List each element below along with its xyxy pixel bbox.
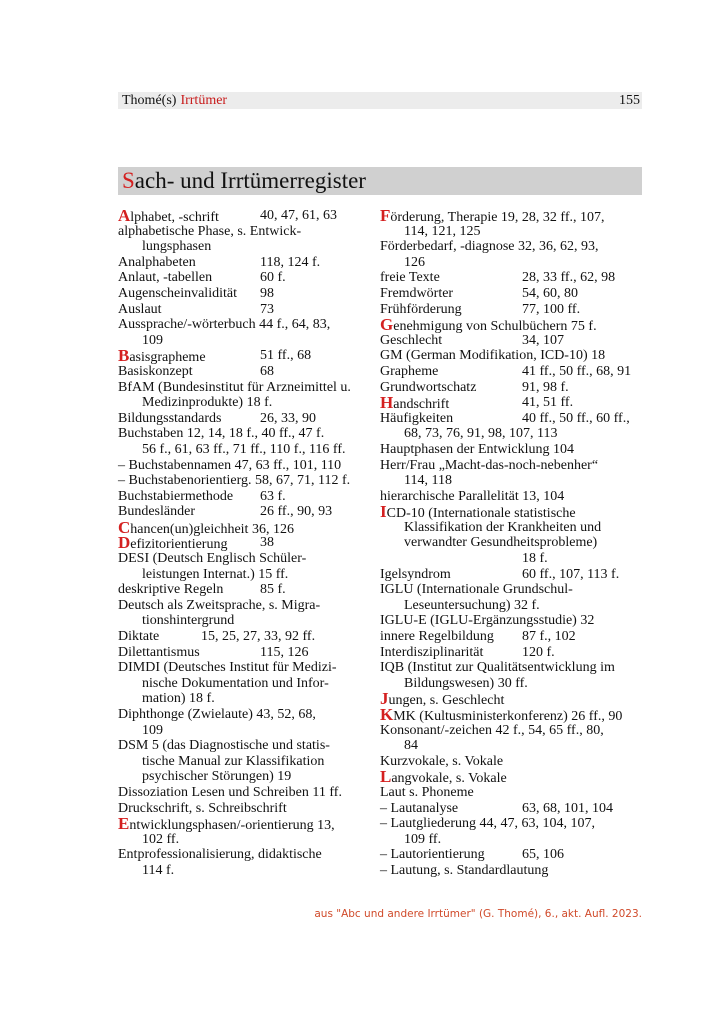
index-entry-line bbox=[118, 348, 374, 364]
index-entry-line bbox=[380, 239, 644, 255]
letter-initial: I bbox=[380, 502, 387, 522]
index-term: Igelsyndrom bbox=[380, 566, 451, 582]
index-title-bar bbox=[118, 167, 642, 195]
page-references: 91, 98 f. bbox=[522, 379, 569, 395]
index-term: Diktate bbox=[118, 629, 160, 645]
index-entry-line bbox=[118, 676, 374, 692]
index-entry-line bbox=[380, 567, 644, 583]
page-references: 41, 51 ff. bbox=[522, 395, 574, 411]
index-term: Entprofessionalisierung, didaktische bbox=[118, 847, 322, 863]
index-column-right bbox=[380, 208, 644, 879]
index-term: lphabet, -schrift bbox=[130, 210, 219, 225]
index-term: IGLU-E (IGLU-Ergänzungsstudie) 32 bbox=[380, 613, 595, 629]
index-entry-line bbox=[118, 517, 374, 537]
index-entry-line bbox=[380, 224, 644, 240]
page-references: 118, 124 f. bbox=[260, 254, 321, 270]
index-entry-line bbox=[380, 676, 644, 692]
letter-initial: C bbox=[118, 517, 131, 537]
index-term: Grapheme bbox=[380, 363, 439, 379]
page-references: 87 f., 102 bbox=[522, 629, 576, 645]
index-entry-line bbox=[380, 629, 644, 645]
index-entry-line bbox=[380, 723, 644, 739]
index-entry-line bbox=[380, 847, 644, 863]
index-term: lungsphasen bbox=[142, 239, 212, 255]
index-term: enehmigung von Schulbüchern 75 f. bbox=[393, 319, 597, 335]
index-term: andschrift bbox=[393, 397, 450, 413]
index-term: – Buchstabenorientierg. 58, 67, 71, 112 f. bbox=[118, 473, 351, 489]
index-term: ungen, s. Geschlecht bbox=[388, 693, 505, 709]
index-term: Interdisziplinarität bbox=[380, 644, 484, 660]
index-entry-line bbox=[118, 411, 374, 427]
index-entry-line bbox=[118, 239, 374, 255]
index-term: 84 bbox=[404, 738, 418, 754]
index-term: 109 bbox=[142, 722, 163, 738]
header-book-title: Irrtümer bbox=[180, 93, 228, 108]
index-entry-line bbox=[118, 473, 374, 489]
index-term: Geschlecht bbox=[380, 332, 443, 348]
index-entry-line bbox=[118, 629, 374, 645]
index-term: – Buchstabennamen 47, 63 ff., 101, 110 bbox=[118, 457, 342, 473]
index-term: Basiskonzept bbox=[118, 363, 193, 379]
index-entry-line bbox=[118, 785, 374, 801]
index-term: 56 f., 61, 63 ff., 71 ff., 110 f., 116 ff. bbox=[142, 441, 346, 457]
index-entry-line bbox=[118, 364, 374, 380]
letter-initial: B bbox=[118, 346, 130, 366]
index-entry-line bbox=[380, 863, 644, 879]
index-entry-line bbox=[118, 504, 374, 520]
index-term: Augenscheinvalidität bbox=[118, 285, 237, 301]
index-term: Anlaut, -tabellen bbox=[118, 270, 213, 286]
index-entry-line bbox=[118, 551, 374, 567]
index-term: asisgrapheme bbox=[129, 350, 206, 366]
index-term: DESI (Deutsch Englisch Schüler- bbox=[118, 551, 307, 567]
index-entry-line bbox=[118, 769, 374, 785]
index-entry-line bbox=[118, 707, 374, 723]
index-entry-line bbox=[380, 473, 644, 489]
index-term: Laut s. Phoneme bbox=[380, 784, 474, 800]
index-column-left bbox=[118, 208, 374, 879]
index-entry-line bbox=[380, 426, 644, 442]
page-references: 63 f. bbox=[260, 488, 286, 504]
index-entry-line bbox=[118, 489, 374, 505]
index-entry-line bbox=[118, 395, 374, 411]
index-entry-line bbox=[380, 411, 644, 427]
index-entry-line bbox=[380, 598, 644, 614]
index-term: angvokale, s. Vokale bbox=[391, 771, 507, 787]
letter-initial: F bbox=[380, 206, 391, 225]
page-references: 34, 107 bbox=[522, 332, 564, 348]
letter-initial: G bbox=[380, 315, 394, 335]
letter-initial: H bbox=[380, 393, 394, 413]
index-term: DSM 5 (das Diagnostische und statis- bbox=[118, 738, 330, 754]
letter-initial: J bbox=[380, 689, 389, 709]
index-entry-line bbox=[380, 348, 644, 364]
page-references: 60 f. bbox=[260, 270, 286, 286]
index-term: Leseuntersuchung) 32 f. bbox=[404, 597, 540, 613]
page-references: 65, 106 bbox=[522, 847, 564, 863]
index-term: nische Dokumentation und Infor- bbox=[142, 675, 329, 691]
index-title bbox=[122, 167, 366, 195]
index-term: Herr/Frau „Macht-das-noch-nebenher“ bbox=[380, 457, 599, 473]
index-term: Bildungswesen) 30 ff. bbox=[404, 675, 528, 691]
page-references: 60 ff., 107, 113 f. bbox=[522, 566, 620, 582]
index-term: Auslaut bbox=[118, 301, 162, 317]
page-number: 155 bbox=[619, 93, 640, 108]
index-title-initial: S bbox=[122, 168, 135, 193]
index-term: 114, 121, 125 bbox=[404, 223, 481, 239]
page-references: 26, 33, 90 bbox=[260, 410, 316, 426]
index-entry-line bbox=[118, 535, 374, 551]
index-entry-line bbox=[118, 458, 374, 474]
index-term: – Lautung, s. Standardlautung bbox=[380, 862, 549, 878]
index-term: IGLU (Internationale Grundschul- bbox=[380, 582, 573, 598]
source-footer: aus "Abc und andere Irrtümer" (G. Thomé), 6., akt. Aufl. 2023. bbox=[314, 908, 642, 920]
index-title-rest: ach- und Irrtümerregister bbox=[134, 168, 366, 193]
index-term: Aussprache/-wörterbuch 44 f., 64, 83, bbox=[118, 317, 331, 333]
running-header bbox=[118, 92, 642, 109]
page-references: 41 ff., 50 ff., 68, 91 bbox=[522, 363, 632, 379]
index-term: Dissoziation Lesen und Schreiben 11 ff. bbox=[118, 784, 342, 800]
letter-initial: E bbox=[118, 814, 130, 834]
index-entry-line bbox=[380, 302, 644, 318]
index-entry-line bbox=[118, 270, 374, 286]
index-entry-line bbox=[118, 613, 374, 629]
page-references: 54, 60, 80 bbox=[522, 285, 578, 301]
index-term: Konsonant/-zeichen 42 f., 54, 65 ff., 80, bbox=[380, 722, 604, 738]
index-entry-line bbox=[118, 598, 374, 614]
page-references: 40, 47, 61, 63 bbox=[260, 208, 337, 223]
index-entry-line bbox=[118, 847, 374, 863]
index-term: – Lautgliederung 44, 47, 63, 104, 107, bbox=[380, 816, 596, 832]
index-term: 114 f. bbox=[142, 862, 175, 878]
index-entry-line bbox=[118, 333, 374, 349]
letter-initial: A bbox=[118, 206, 131, 225]
index-term: mation) 18 f. bbox=[142, 691, 215, 707]
index-entry-line bbox=[380, 613, 644, 629]
index-entry-line bbox=[380, 582, 644, 598]
index-entry-line bbox=[380, 208, 644, 224]
index-term: Häufigkeiten bbox=[380, 410, 454, 426]
index-term: Klassifikation der Krankheiten und bbox=[404, 519, 602, 535]
index-entry-line bbox=[118, 660, 374, 676]
index-entry-line bbox=[118, 645, 374, 661]
index-entry-line bbox=[380, 707, 644, 723]
index-term: Bundesländer bbox=[118, 504, 195, 520]
index-term: örderung, Therapie 19, 28, 32 ff., 107, bbox=[390, 210, 605, 225]
index-term: Medizinprodukte) 18 f. bbox=[142, 395, 273, 411]
index-entry-line bbox=[118, 224, 374, 240]
index-term: Dilettantismus bbox=[118, 644, 200, 660]
index-entry-line bbox=[380, 458, 644, 474]
index-term: GM (German Modifikation, ICD-10) 18 bbox=[380, 348, 606, 364]
page-references: 40 ff., 50 ff., 60 ff., bbox=[522, 410, 630, 426]
index-entry-line bbox=[118, 801, 374, 817]
index-entry-line bbox=[118, 723, 374, 739]
index-entry-line bbox=[380, 754, 644, 770]
index-entry-line bbox=[380, 255, 644, 271]
index-term: Buchstaben 12, 14, 18 f., 40 ff., 47 f. bbox=[118, 426, 325, 442]
index-term: Fremdwörter bbox=[380, 285, 454, 301]
index-entry-line bbox=[380, 738, 644, 754]
index-term: CD-10 (Internationale statistische bbox=[386, 506, 576, 522]
index-entry-line bbox=[380, 442, 644, 458]
index-term: – Lautanalyse bbox=[380, 800, 459, 816]
index-entry-line bbox=[118, 816, 374, 832]
index-entry-line bbox=[380, 645, 644, 661]
index-entry-line bbox=[380, 535, 644, 551]
index-term: DIMDI (Deutsches Institut für Medizi- bbox=[118, 660, 337, 676]
index-term: 126 bbox=[404, 254, 425, 270]
index-entry-line bbox=[380, 801, 644, 817]
index-entry-line bbox=[380, 769, 644, 785]
page-references: 115, 126 bbox=[260, 644, 309, 660]
index-term: – Lautorientierung bbox=[380, 847, 485, 863]
index-term: hancen(un)gleichheit 36, 126 bbox=[130, 521, 294, 537]
index-entry-line bbox=[380, 395, 644, 411]
index-entry-line bbox=[118, 208, 374, 224]
index-term: Kurzvokale, s. Vokale bbox=[380, 753, 504, 769]
index-entry-line bbox=[380, 551, 644, 567]
index-entry-line bbox=[380, 364, 644, 380]
index-entry-line bbox=[380, 785, 644, 801]
index-entry-line bbox=[380, 660, 644, 676]
index-entry-line bbox=[118, 863, 374, 879]
index-entry-line bbox=[380, 380, 644, 396]
index-term: tische Manual zur Klassifikation bbox=[142, 753, 325, 769]
page-references: 85 f. bbox=[260, 582, 286, 598]
index-entry-line bbox=[380, 489, 644, 505]
index-term: freie Texte bbox=[380, 270, 440, 286]
index-term: 68, 73, 76, 91, 98, 107, 113 bbox=[404, 426, 558, 442]
index-term: Analphabeten bbox=[118, 254, 196, 270]
page-references: 77, 100 ff. bbox=[522, 301, 581, 317]
index-entry-line bbox=[118, 754, 374, 770]
index-entry-line bbox=[118, 738, 374, 754]
index-entry-line bbox=[380, 691, 644, 707]
index-term: Hauptphasen der Entwicklung 104 bbox=[380, 441, 575, 457]
index-entry-line bbox=[380, 333, 644, 349]
page-references: 15, 25, 27, 33, 92 ff. bbox=[201, 629, 316, 645]
index-term: innere Regelbildung bbox=[380, 629, 494, 645]
index-term: efizitorientierung bbox=[130, 537, 228, 553]
index-term: Deutsch als Zweitsprache, s. Migra- bbox=[118, 597, 321, 613]
index-term: Förderbedarf, -diagnose 32, 36, 62, 93, bbox=[380, 239, 599, 255]
index-term: 114, 118 bbox=[404, 473, 452, 489]
page-references: 68 bbox=[260, 363, 274, 379]
index-term: leistungen Internat.) 15 ff. bbox=[142, 566, 289, 582]
index-term: verwandter Gesundheitsprobleme) bbox=[404, 535, 598, 551]
page-references: 73 bbox=[260, 301, 274, 317]
index-term: alphabetische Phase, s. Entwick- bbox=[118, 223, 302, 239]
index-entry-line bbox=[118, 317, 374, 333]
index-entry-line bbox=[380, 504, 644, 520]
index-term: Grundwortschatz bbox=[380, 379, 477, 395]
index-entry-line bbox=[118, 567, 374, 583]
index-term: psychischer Störungen) 19 bbox=[142, 769, 292, 785]
header-author: Thomé(s) bbox=[122, 93, 177, 108]
page-references: 98 bbox=[260, 285, 274, 301]
index-entry-line bbox=[118, 380, 374, 396]
index-entry-line bbox=[380, 816, 644, 832]
index-entry-line bbox=[380, 832, 644, 848]
index-entry-line bbox=[118, 426, 374, 442]
index-entry-line bbox=[118, 832, 374, 848]
index-term: hierarchische Parallelität 13, 104 bbox=[380, 488, 565, 504]
index-term: BfAM (Bundesinstitut für Arzneimittel u. bbox=[118, 379, 351, 395]
index-entry-line bbox=[380, 520, 644, 536]
index-term: Frühförderung bbox=[380, 301, 462, 317]
index-term: Bildungsstandards bbox=[118, 410, 222, 426]
index-entry-line bbox=[380, 270, 644, 286]
index-term: deskriptive Regeln bbox=[118, 582, 224, 598]
index-term: Diphthonge (Zwielaute) 43, 52, 68, bbox=[118, 707, 316, 722]
index-entry-line bbox=[118, 255, 374, 271]
letter-initial: L bbox=[380, 767, 392, 787]
index-entry-line bbox=[118, 442, 374, 458]
page-references: 63, 68, 101, 104 bbox=[522, 800, 613, 816]
letter-initial: K bbox=[380, 705, 394, 724]
index-term: 109 ff. bbox=[404, 831, 442, 847]
index-term: Buchstabiermethode bbox=[118, 488, 234, 504]
index-term: Druckschrift, s. Schreibschrift bbox=[118, 800, 287, 816]
letter-initial: D bbox=[118, 533, 131, 553]
page-references: 28, 33 ff., 62, 98 bbox=[522, 270, 616, 286]
page-references: 38 bbox=[260, 535, 274, 551]
index-entry-line bbox=[380, 317, 644, 333]
index-entry-line bbox=[118, 302, 374, 318]
index-term: ntwicklungsphasen/-orientierung 13, bbox=[129, 818, 335, 834]
index-entry-line bbox=[118, 582, 374, 598]
index-term: tionshintergrund bbox=[142, 613, 235, 629]
header-left bbox=[122, 92, 227, 109]
page-references: 18 f. bbox=[522, 551, 548, 567]
index-entry-line bbox=[118, 691, 374, 707]
page-references: 120 f. bbox=[522, 644, 555, 660]
index-term: IQB (Institut zur Qualitätsentwicklung im bbox=[380, 660, 615, 676]
index-term: 102 ff. bbox=[142, 831, 180, 847]
page-references: 51 ff., 68 bbox=[260, 348, 312, 364]
page-references: 26 ff., 90, 93 bbox=[260, 504, 333, 520]
index-entry-line bbox=[118, 286, 374, 302]
index-term: 109 bbox=[142, 332, 163, 348]
index-term: MK (Kultusministerkonferenz) 26 ff., 90 bbox=[393, 709, 623, 724]
index-entry-line bbox=[380, 286, 644, 302]
